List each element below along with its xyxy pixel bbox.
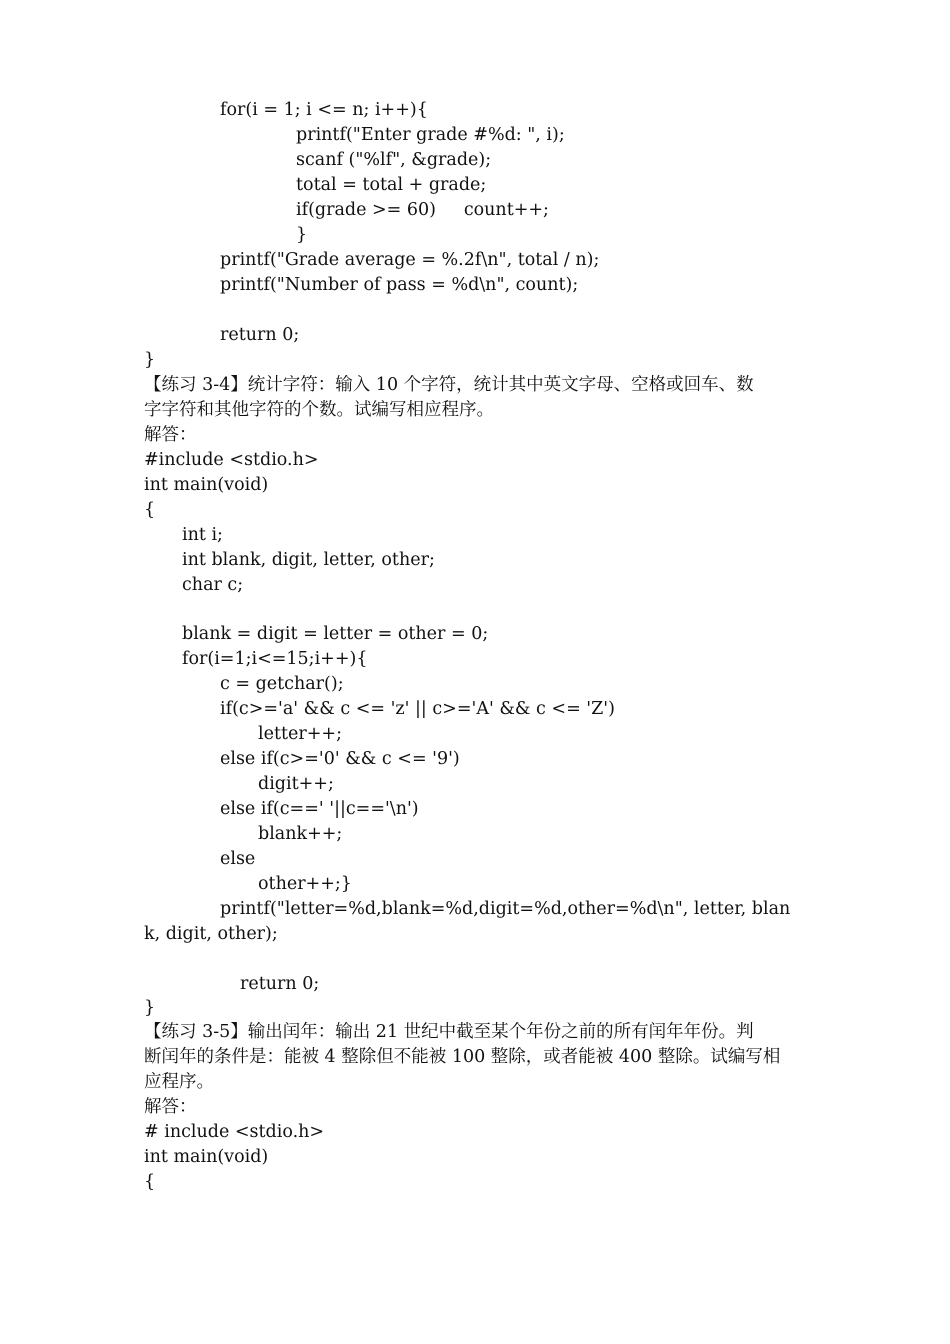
code-line: k, digit, other);	[144, 924, 278, 944]
code-line: # include <stdio.h>	[144, 1122, 325, 1142]
code-line: for(i = 1; i <= n; i++){	[220, 100, 428, 120]
exercise-3-4-heading: 【练习 3-4】统计字符：输入 10 个字符，统计其中英文字母、空格或回车、数	[144, 375, 754, 395]
code-line: if(grade >= 60) count++;	[296, 200, 549, 220]
code-line: int i;	[182, 525, 223, 545]
code-line: blank++;	[258, 824, 343, 844]
code-line: printf("Number of pass = %d\n", count);	[220, 275, 579, 295]
code-line: int main(void)	[144, 475, 269, 495]
code-line: c = getchar();	[220, 674, 344, 694]
code-line: return 0;	[240, 974, 320, 994]
code-line: }	[296, 225, 308, 245]
code-line: int blank, digit, letter, other;	[182, 550, 435, 570]
code-line: }	[144, 350, 156, 370]
code-line: blank = digit = letter = other = 0;	[182, 624, 489, 644]
code-line: printf("Enter grade #%d: ", i);	[296, 125, 565, 145]
code-line: }	[144, 998, 156, 1018]
code-line: other++;}	[258, 874, 352, 894]
code-line: letter++;	[258, 724, 342, 744]
code-line: {	[144, 500, 156, 520]
code-line: if(c>='a' && c <= 'z' || c>='A' && c <= 'Z')	[220, 699, 615, 719]
code-line: return 0;	[220, 325, 300, 345]
exercise-3-5-text: 断闰年的条件是：能被 4 整除但不能被 100 整除，或者能被 400 整除。试编写相	[144, 1047, 781, 1067]
code-line: int main(void)	[144, 1147, 269, 1167]
code-line: else	[220, 849, 256, 869]
code-line: printf("letter=%d,blank=%d,digit=%d,other=%d\n", letter, blan	[220, 899, 791, 919]
code-line: #include <stdio.h>	[144, 450, 319, 470]
code-line: else if(c>='0' && c <= '9')	[220, 749, 460, 769]
code-line: printf("Grade average = %.2f\n", total / n);	[220, 250, 600, 270]
code-line: for(i=1;i<=15;i++){	[182, 649, 368, 669]
code-line: total = total + grade;	[296, 175, 487, 195]
code-line: else if(c==' '||c=='\n')	[220, 799, 419, 819]
exercise-3-5-text: 应程序。	[144, 1072, 214, 1092]
code-line: char c;	[182, 575, 244, 595]
answer-label: 解答：	[144, 1097, 197, 1117]
answer-label: 解答：	[144, 425, 197, 445]
exercise-3-5-heading: 【练习 3-5】输出闰年：输出 21 世纪中截至某个年份之前的所有闰年年份。判	[144, 1022, 754, 1042]
exercise-3-4-text: 字字符和其他字符的个数。试编写相应程序。	[144, 400, 494, 420]
code-line: {	[144, 1172, 156, 1192]
code-line: digit++;	[258, 774, 334, 794]
code-line: scanf ("%lf", &grade);	[296, 150, 492, 170]
